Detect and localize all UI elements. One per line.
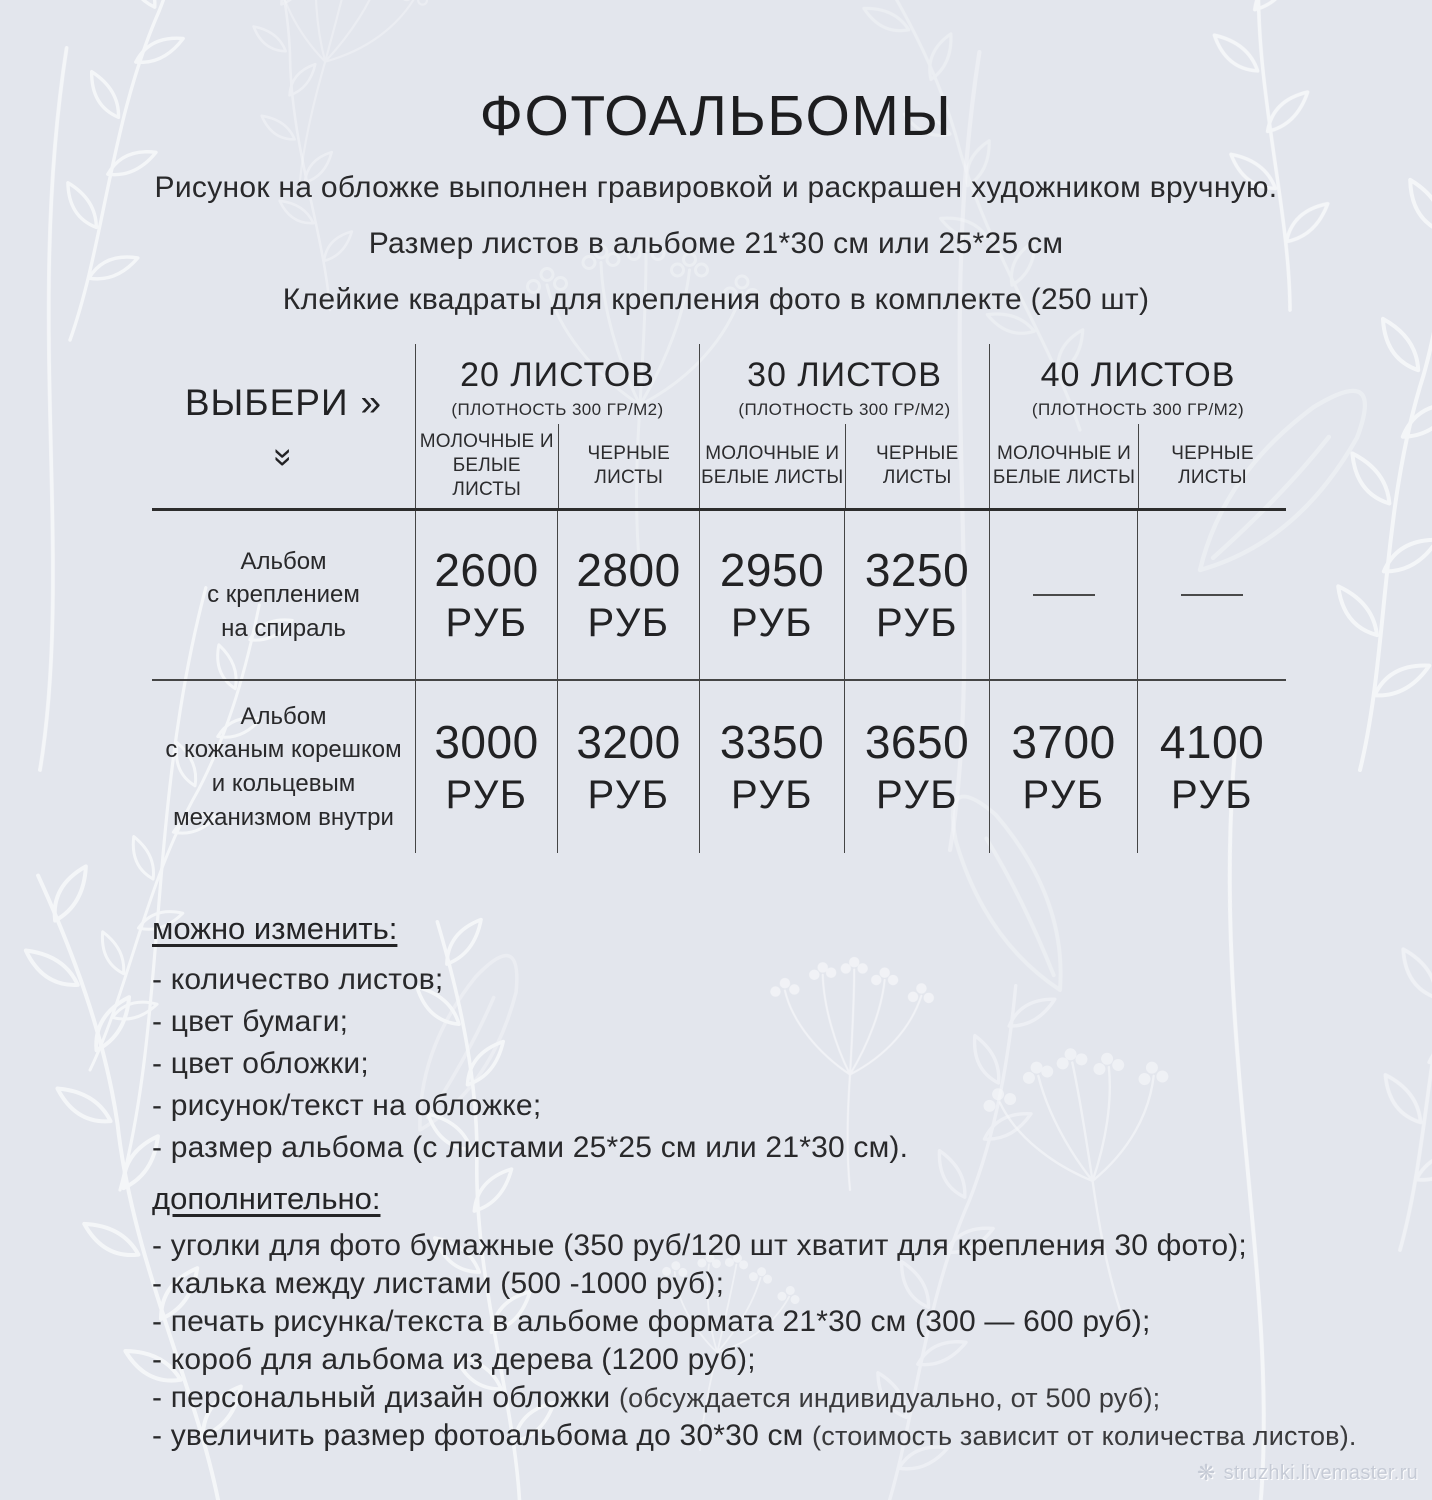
price-cell-empty xyxy=(1137,511,1286,679)
price-cell: 2600 РУБ xyxy=(415,511,557,679)
chevron-right-icon: » xyxy=(360,382,383,423)
subtitle-adhesive-squares: Клейкие квадраты для крепления фото в комплекте (250 шт) xyxy=(282,283,1150,316)
can-change-list xyxy=(152,959,1432,1169)
row-label: Альбом с кожаным корешком и кольцевым механизмом внутри xyxy=(165,702,402,831)
list-item: - цвет бумаги; xyxy=(152,1005,349,1038)
choose-header-cell xyxy=(152,344,415,508)
price-cell: 3700 РУБ xyxy=(989,681,1137,853)
group-density: (ПЛОТНОСТЬ 300 ГР/М2) xyxy=(1031,400,1245,419)
additional-heading: дополнительно: xyxy=(152,1181,381,1216)
subheader-row xyxy=(416,424,699,508)
subheader-milky-white: МОЛОЧНЫЕ И БЕЛЫЕ ЛИСТЫ xyxy=(992,443,1136,488)
table-header xyxy=(152,344,1286,508)
group-density: (ПЛОТНОСТЬ 300 ГР/М2) xyxy=(738,400,951,419)
list-item: - короб для альбома из дерева (1200 руб); xyxy=(152,1343,756,1376)
price-table xyxy=(152,344,1286,853)
price-cell: 4100 РУБ xyxy=(1137,681,1286,853)
page-title: ФОТОАЛЬБОМЫ xyxy=(479,84,953,148)
no-price-dash xyxy=(1181,594,1243,596)
price-cell: 2950 РУБ xyxy=(699,511,844,679)
group-title: 20 ЛИСТОВ xyxy=(460,356,655,394)
can-change-heading: можно изменить: xyxy=(152,911,398,946)
list-item: - увеличить размер фотоальбома до 30*30 см (стоимость зависит от количества листов). xyxy=(152,1419,1357,1452)
column-group-20-sheets xyxy=(415,344,699,508)
price-cell: 2800 РУБ xyxy=(557,511,699,679)
list-item: - калька между листами (500 -1000 руб); xyxy=(152,1267,725,1300)
list-item: - уголки для фото бумажные (350 руб/120 шт хватит для крепления 30 фото); xyxy=(152,1229,1247,1262)
row-label: Альбом с креплением на спираль xyxy=(207,547,360,642)
poster-content xyxy=(0,84,1432,1455)
list-item: - цвет обложки; xyxy=(152,1047,369,1080)
group-density: (ПЛОТНОСТЬ 300 ГР/М2) xyxy=(451,400,664,419)
additional-list xyxy=(152,1227,1432,1455)
choose-label xyxy=(185,382,382,424)
choose-text: ВЫБЕРИ xyxy=(184,382,349,423)
group-title: 30 ЛИСТОВ xyxy=(747,356,942,394)
group-title: 40 ЛИСТОВ xyxy=(1040,356,1236,394)
table-row-leather-spine-album xyxy=(152,681,1286,853)
subheader-black: ЧЕРНЫЕ ЛИСТЫ xyxy=(1138,424,1286,508)
subheader-row xyxy=(700,424,989,508)
subtitle-sheet-size: Размер листов в альбоме 21*30 см или 25*25 см xyxy=(368,227,1064,260)
list-item: - персональный дизайн обложки (обсуждается индивидуально, от 500 руб); xyxy=(152,1381,1161,1414)
subheader-black: ЧЕРНЫЕ ЛИСТЫ xyxy=(558,424,700,508)
column-group-40-sheets xyxy=(989,344,1286,508)
no-price-dash xyxy=(1033,594,1095,596)
price-cell: 3650 РУБ xyxy=(844,681,989,853)
watermark xyxy=(1197,1460,1418,1486)
list-item: - количество листов; xyxy=(152,963,444,996)
price-cell: 3250 РУБ xyxy=(844,511,989,679)
chevron-down-icon: » xyxy=(264,448,303,467)
subtitle-engraving: Рисунок на обложке выполнен гравировкой и раскрашен художником вручную. xyxy=(154,171,1278,204)
price-cell: 3200 РУБ xyxy=(557,681,699,853)
additional-section xyxy=(152,1179,1432,1455)
subheader-milky-white: МОЛОЧНЫЕ И БЕЛЫЕ ЛИСТЫ xyxy=(701,443,844,488)
watermark-url: struzhki.livemaster.ru xyxy=(1223,1461,1418,1484)
subheader-black: ЧЕРНЫЕ ЛИСТЫ xyxy=(845,424,990,508)
shavings-logo-icon: ❋ xyxy=(1196,1460,1216,1485)
table-row-spiral-album xyxy=(152,511,1286,679)
price-cell: 3350 РУБ xyxy=(699,681,844,853)
list-item: - рисунок/текст на обложке; xyxy=(152,1089,542,1122)
column-group-30-sheets xyxy=(699,344,989,508)
can-change-section xyxy=(152,909,1432,1169)
subheader-milky-white: МОЛОЧНЫЕ И БЕЛЫЕ ЛИСТЫ xyxy=(419,431,554,500)
price-cell: 3000 РУБ xyxy=(415,681,557,853)
subheader-row xyxy=(990,424,1286,508)
list-item: - размер альбома (с листами 25*25 см или 21*30 см). xyxy=(152,1131,909,1164)
price-cell-empty xyxy=(989,511,1137,679)
list-item: - печать рисунка/текста в альбоме формата 21*30 см (300 — 600 руб); xyxy=(152,1305,1151,1338)
